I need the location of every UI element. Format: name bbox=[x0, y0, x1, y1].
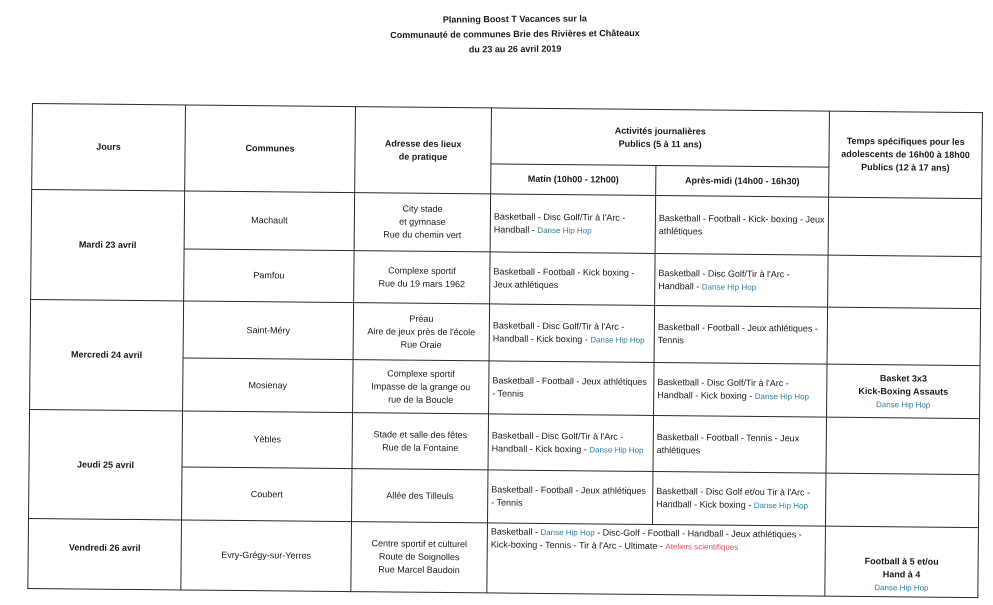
address-line: City stade bbox=[402, 203, 443, 214]
address-line: Préau bbox=[409, 313, 434, 324]
activity-text: Basketball - Disc Golf/Tir à l'Arc - Handball - bbox=[493, 210, 626, 235]
address-line: rue de la Boucle bbox=[388, 393, 454, 405]
activity-text: Basketball - Football - Jeux athlétiques - Tennis bbox=[491, 484, 646, 508]
address-cell bbox=[351, 469, 488, 523]
address-line: Impasse de la grange ou bbox=[371, 380, 471, 392]
matin-cell bbox=[490, 194, 656, 254]
commune-cell: Yèbles bbox=[182, 411, 353, 469]
activity-text: Basketball - Disc Golf/Tir à l'Arc - Handball - Kick boxing - bbox=[657, 377, 789, 401]
activity-danse-hip-hop: Danse Hip Hop bbox=[537, 225, 592, 235]
activity-text: Basketball - Disc Golf/Tir à l'Arc - Handball - bbox=[658, 267, 790, 291]
commune-cell: Evry-Grégy-sur-Yerres bbox=[181, 520, 352, 592]
address-line: Rue du chemin vert bbox=[383, 229, 462, 241]
address-cell bbox=[353, 360, 490, 414]
address-line: Complexe sportif bbox=[388, 264, 456, 276]
commune-cell: Mosienay bbox=[183, 358, 354, 413]
address-cell bbox=[354, 193, 491, 252]
day-cell-mardi: Mardi 23 avril bbox=[31, 190, 185, 301]
address-line: Rue Marcel Baudoin bbox=[378, 564, 460, 576]
header-adresse-line-2: de pratique bbox=[398, 151, 448, 162]
commune-cell: Saint-Méry bbox=[183, 301, 354, 360]
activity-text: Basketball - Football - Jeux athlétiques - Tennis bbox=[657, 322, 819, 346]
address-cell bbox=[354, 251, 490, 304]
apresmidi-cell bbox=[652, 471, 826, 526]
day-cell-jeudi: Jeudi 25 avril bbox=[29, 409, 183, 519]
address-line: Allée des Tilleuls bbox=[386, 489, 454, 501]
teen-activity: Kick-Boxing Assauts bbox=[858, 385, 949, 397]
address-line: Centre sportif et culturel bbox=[371, 538, 468, 550]
address-line: Rue de la Fontaine bbox=[382, 441, 459, 453]
day-cell-vendredi: Vendredi 26 avril bbox=[28, 518, 182, 589]
header-jours: Jours bbox=[32, 104, 186, 191]
commune-cell: Pamfou bbox=[184, 249, 354, 303]
activity-danse-hip-hop: Danse Hip Hop bbox=[753, 500, 809, 511]
header-communes: Communes bbox=[185, 105, 356, 193]
header-temps-line-3: Publics (12 à 17 ans) bbox=[861, 161, 950, 173]
journee-cell bbox=[487, 523, 826, 596]
teen-cell bbox=[828, 197, 982, 256]
header-activites-line-2: Publics (5 à 11 ans) bbox=[618, 138, 702, 149]
matin-cell bbox=[487, 470, 653, 525]
address-line: Complexe sportif bbox=[387, 367, 455, 379]
address-line: Stade et salle des fêtes bbox=[373, 428, 468, 440]
address-cell bbox=[352, 413, 489, 470]
header-adresse-line-1: Adresse des lieux bbox=[384, 137, 462, 149]
activity-text: Basketball - Football - Kick- boxing - Jeux athlétiques bbox=[658, 212, 825, 236]
matin-cell bbox=[489, 304, 655, 363]
header-adresse bbox=[355, 107, 492, 194]
header-activites-line-1: Activités journalières bbox=[614, 125, 706, 136]
apresmidi-cell bbox=[655, 195, 829, 255]
activity-danse-hip-hop: Danse Hip Hop bbox=[589, 444, 644, 455]
table-row bbox=[31, 190, 982, 257]
activity-danse-hip-hop: Danse Hip Hop bbox=[590, 335, 645, 345]
activity-danse-hip-hop: Danse Hip Hop bbox=[754, 391, 810, 402]
activity-danse-hip-hop: Danse Hip Hop bbox=[701, 281, 757, 292]
activity-text: - Disc-Golf - Football - Handball - Jeux athlétiques - Kick-boxing - Tennis - Tir à l'Arc - Ultimate - bbox=[490, 527, 802, 552]
teen-cell bbox=[826, 417, 980, 474]
activity-text: Basketball - bbox=[490, 526, 541, 537]
teen-activity: Basket 3x3 bbox=[879, 372, 927, 384]
teen-danse-hip-hop: Danse Hip Hop bbox=[874, 583, 929, 593]
teen-cell bbox=[828, 255, 981, 308]
address-cell bbox=[351, 522, 488, 593]
header-temps-specifiques bbox=[829, 111, 983, 198]
teen-activity: Football à 5 et/ou bbox=[864, 556, 939, 567]
address-line: Rue du 19 mars 1962 bbox=[378, 277, 466, 289]
teen-cell bbox=[825, 526, 979, 597]
commune-cell: Machault bbox=[184, 191, 355, 251]
matin-cell bbox=[489, 361, 655, 416]
activity-ateliers-scientifiques: Ateliers scientifiques bbox=[665, 542, 739, 552]
matin-cell bbox=[488, 414, 654, 472]
table-row bbox=[29, 409, 979, 474]
apresmidi-cell bbox=[653, 415, 827, 473]
header-apresmidi: Après-midi (14h00 - 16h30) bbox=[656, 165, 829, 197]
table-row bbox=[28, 518, 979, 597]
commune-cell: Coubert bbox=[182, 467, 353, 522]
activity-text: Basketball - Disc Golf/Tir à l'Arc - Handball - Kick boxing - bbox=[491, 429, 624, 454]
address-cell bbox=[353, 303, 490, 361]
address-line: Rue Oraie bbox=[400, 339, 442, 350]
day-cell-mercredi: Mercredi 24 avril bbox=[30, 299, 184, 410]
activity-text: Basketball - Football - Jeux athlétiques - Tennis bbox=[492, 375, 647, 399]
apresmidi-cell bbox=[655, 253, 828, 307]
address-line: Aire de jeux près de l'école bbox=[367, 325, 476, 337]
activity-danse-hip-hop: Danse Hip Hop bbox=[540, 527, 595, 538]
activity-text: Basketball - Football - Tennis - Jeux athlétiques bbox=[656, 431, 800, 455]
address-line: Route de Soignolles bbox=[378, 551, 460, 563]
teen-cell bbox=[827, 364, 981, 418]
header-row bbox=[32, 104, 982, 169]
header-temps-line-2: adolescents de 16h00 à 18h00 bbox=[841, 148, 970, 161]
title-line-1: Planning Boost T Vacances sur la bbox=[442, 13, 587, 25]
planning-table bbox=[27, 103, 983, 598]
header-temps-line-1: Temps spécifiques pour les bbox=[846, 135, 965, 147]
activity-text: Basketball - Disc Golf et/ou Tir à l'Arc - Handball - Kick boxing - bbox=[656, 486, 811, 510]
apresmidi-cell bbox=[654, 305, 828, 364]
address-line: et gymnase bbox=[399, 216, 446, 227]
matin-cell bbox=[490, 252, 655, 306]
teen-danse-hip-hop: Danse Hip Hop bbox=[875, 399, 931, 410]
table-row bbox=[30, 299, 981, 365]
title-line-3: du 23 au 26 avril 2019 bbox=[468, 43, 562, 55]
teen-activity: Hand à 4 bbox=[882, 569, 921, 580]
teen-cell bbox=[827, 307, 981, 365]
activity-text: Basketball - Football - Kick boxing - Jeux athlétiques bbox=[493, 265, 635, 290]
header-activites bbox=[491, 108, 830, 167]
teen-cell bbox=[825, 473, 979, 527]
activity-text: Basketball - Disc Golf/Tir à l'Arc - Handball - Kick boxing - bbox=[492, 320, 625, 345]
document-title bbox=[350, 11, 680, 59]
header-matin: Matin (10h00 - 12h00) bbox=[491, 164, 656, 196]
title-line-2: Communauté de communes Brie des Rivières et Châteaux bbox=[390, 27, 640, 41]
apresmidi-cell bbox=[654, 362, 828, 417]
